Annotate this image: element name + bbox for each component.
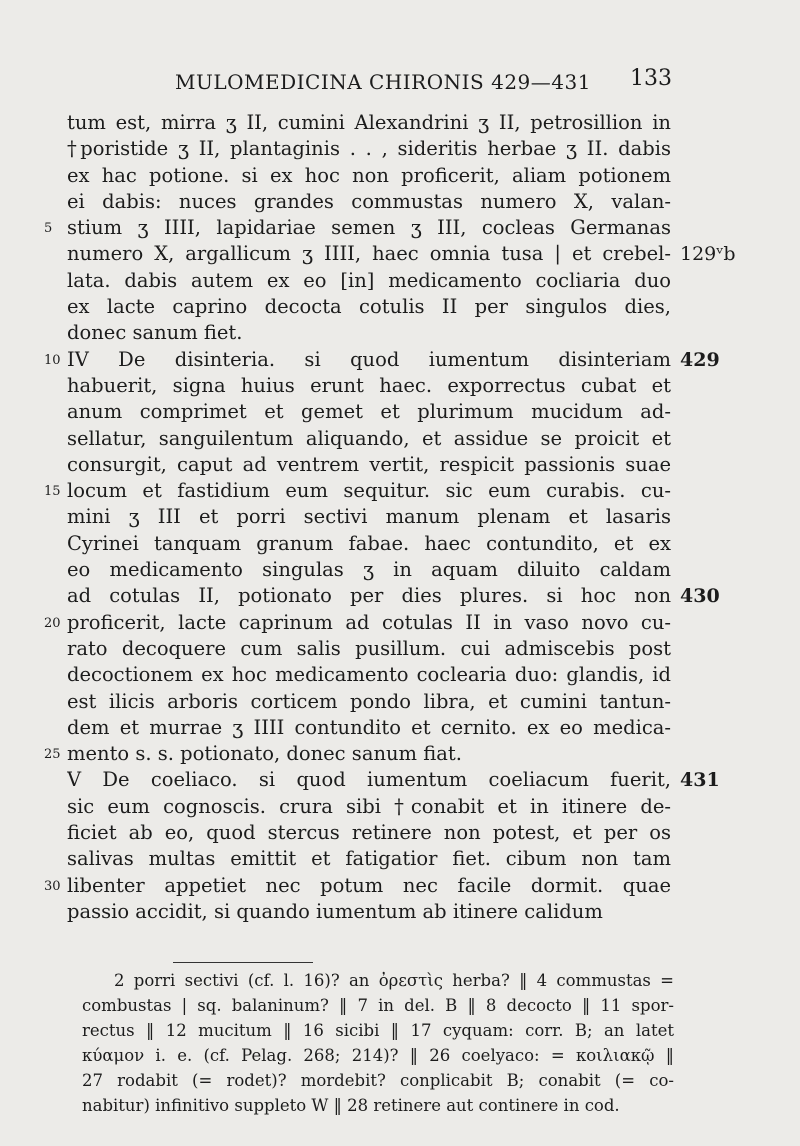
text-line xyxy=(0,715,800,741)
main-text xyxy=(0,110,800,925)
line-number: 10 xyxy=(44,352,61,368)
text-line xyxy=(0,689,800,715)
line-text: ficiet ab eo, quod stercus retinere non potest, et per os xyxy=(67,821,671,845)
text-line xyxy=(0,636,800,662)
text-line xyxy=(0,873,800,899)
line-text: consurgit, caput ad ventrem vertit, respicit passionis suae xyxy=(67,452,671,476)
line-text: ad cotulas II, potionato per dies plures. si hoc non xyxy=(67,584,671,608)
text-line xyxy=(0,347,800,373)
line-text: donec sanum fiet. xyxy=(67,321,243,345)
running-title: MULOMEDICINA CHIRONIS 429—431 xyxy=(175,70,591,94)
line-text: Cyrinei tanquam granum fabae. haec contundito, et ex xyxy=(67,531,671,555)
line-text: libenter appetiet nec potum nec facile dormit. quae xyxy=(67,873,671,897)
text-line xyxy=(0,767,800,793)
line-text: lata. dabis autem ex eo [in] medicamento cocliaria duo xyxy=(67,268,671,292)
line-text: stium ʒ IIII, lapidariae semen ʒ III, cocleas Germanas xyxy=(67,216,671,240)
line-text: est ilicis arboris corticem pondo libra, et cumini tantun- xyxy=(67,689,671,713)
text-line xyxy=(0,899,800,925)
text-line xyxy=(0,373,800,399)
line-text: passio accidit, si quando iumentum ab itinere calidum xyxy=(67,899,603,923)
line-number: 25 xyxy=(44,747,61,763)
line-text: V De coeliaco. si quod iumentum coeliacum fuerit, xyxy=(67,768,671,792)
note-text: nabitur) infinitivo suppleto W ‖ 28 retinere aut continere in cod. xyxy=(82,1096,620,1115)
line-text: ei dabis: nuces grandes commustas numero X, valan- xyxy=(67,189,671,213)
text-line xyxy=(0,268,800,294)
text-line xyxy=(0,820,800,846)
line-text: rato decoquere cum salis pusillum. cui admiscebis post xyxy=(67,636,671,660)
line-text: locum et fastidium eum sequitur. sic eum curabis. cu- xyxy=(67,479,671,503)
text-line xyxy=(0,399,800,425)
margin-reference: 129ᵛb xyxy=(680,243,736,266)
line-text: tum est, mirra ʒ II, cumini Alexandrini ʒ II, petrosillion in xyxy=(67,111,671,134)
line-number: 5 xyxy=(44,221,53,237)
text-line xyxy=(0,662,800,688)
line-text: ex lacte caprino decocta cotulis II per singulos dies, xyxy=(67,295,671,319)
line-text: mento s. s. potionato, donec sanum fiat. xyxy=(67,742,462,766)
line-text: numero X, argallicum ʒ IIII, haec omnia tusa | et crebel- xyxy=(67,242,671,266)
text-line xyxy=(0,531,800,557)
text-line xyxy=(0,110,800,136)
note-text: combustas | sq. balaninum? ‖ 7 in del. B ‖ 8 decocto ‖ 11 spor- xyxy=(82,996,674,1015)
running-header xyxy=(175,62,672,94)
line-number: 30 xyxy=(44,878,61,894)
text-line xyxy=(0,610,800,636)
text-line xyxy=(0,426,800,452)
margin-reference: 429 xyxy=(680,348,720,371)
line-text: sellatur, sanguilentum aliquando, et assidue se proicit et xyxy=(67,426,671,450)
line-text: dem et murrae ʒ IIII contundito et cernito. ex eo medica- xyxy=(67,715,671,739)
text-line xyxy=(0,583,800,609)
line-number: 20 xyxy=(44,615,61,631)
line-text: IV De disinteria. si quod iumentum disinteriam xyxy=(67,347,671,371)
note-text: rectus ‖ 12 mucitum ‖ 16 sicibi ‖ 17 cyquam: corr. B; an latet xyxy=(82,1021,674,1040)
text-line xyxy=(0,163,800,189)
text-line xyxy=(0,846,800,872)
note-text: 27 rodabit (= rodet)? mordebit? conplicabit B; conabit (= co- xyxy=(82,1071,674,1090)
text-line xyxy=(0,794,800,820)
line-text: eo medicamento singulas ʒ in aquam diluito caldam xyxy=(67,558,671,582)
text-line xyxy=(0,478,800,504)
text-line xyxy=(0,215,800,241)
note-text: κύαμον i. e. (cf. Pelag. 268; 214)? ‖ 26 coelyaco: = κοιλιακῷ ‖ xyxy=(82,1046,674,1065)
text-line xyxy=(0,241,800,267)
line-number: 15 xyxy=(44,484,61,500)
text-line xyxy=(0,189,800,215)
line-text: proficerit, lacte caprinum ad cotulas II in vaso novo cu- xyxy=(67,610,671,634)
text-line xyxy=(0,452,800,478)
note-line xyxy=(0,968,800,993)
note-line xyxy=(0,1068,800,1093)
text-line xyxy=(0,504,800,530)
footnote-rule xyxy=(173,962,313,963)
page-number: 133 xyxy=(630,66,672,91)
text-line xyxy=(0,741,800,767)
note-line xyxy=(0,1018,800,1043)
text-line xyxy=(0,320,800,346)
line-text: decoctionem ex hoc medicamento coclearia duo: glandis, id xyxy=(67,663,671,687)
line-text: anum comprimet et gemet et plurimum mucidum ad- xyxy=(67,400,671,424)
note-line xyxy=(0,1093,800,1118)
text-line xyxy=(0,557,800,583)
line-text: sic eum cognoscis. crura sibi †conabit et in itinere de- xyxy=(67,794,671,818)
note-line xyxy=(0,1043,800,1068)
critical-apparatus xyxy=(0,968,800,1118)
margin-reference: 430 xyxy=(680,585,720,608)
margin-reference: 431 xyxy=(680,769,720,792)
text-line xyxy=(0,136,800,162)
text-line xyxy=(0,294,800,320)
line-text: habuerit, signa huius erunt haec. exporrectus cubat et xyxy=(67,373,671,397)
line-text: ex hac potione. si ex hoc non proficerit, aliam potionem xyxy=(67,163,671,187)
line-text: †poristide ʒ II, plantaginis . . , sideritis herbae ʒ II. dabis xyxy=(67,137,671,161)
note-line xyxy=(0,993,800,1018)
note-text: 2 porri sectivi (cf. l. 16)? an ὀρεστὶς herba? ‖ 4 commustas = xyxy=(114,971,674,990)
line-text: salivas multas emittit et fatigatior fiet. cibum non tam xyxy=(67,847,671,871)
line-text: mini ʒ III et porri sectivi manum plenam et lasaris xyxy=(67,505,671,529)
